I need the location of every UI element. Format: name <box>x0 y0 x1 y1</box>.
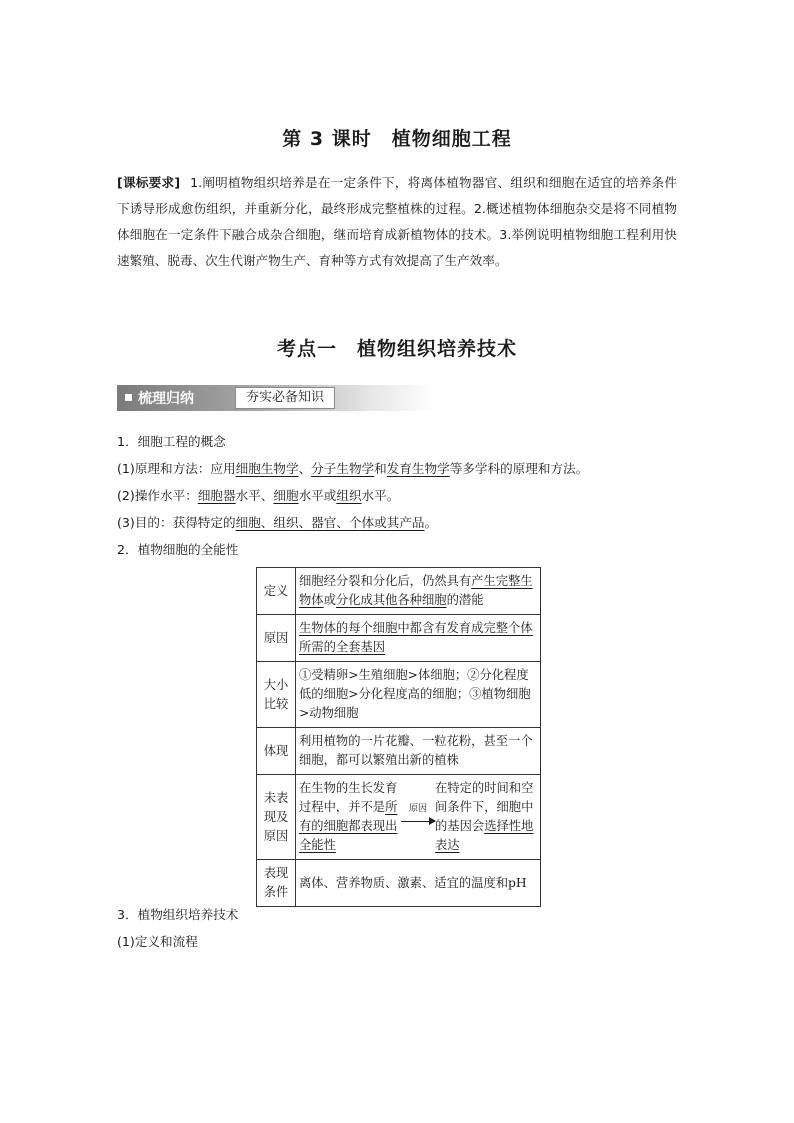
section-title: 考点一 植物组织培养技术 <box>276 338 517 360</box>
operation-d: 细胞 <box>273 488 299 503</box>
purpose-b: 细胞、组织、器官、个体或其产品 <box>235 515 425 530</box>
summary-banner <box>117 385 433 411</box>
row-value-reason: 生物体的每个细胞中都含有发育成完整个体所需的全套基因 <box>296 615 541 662</box>
reason-arrow <box>401 797 435 837</box>
principle-line <box>117 458 588 477</box>
principle-d: 分子生物学 <box>311 461 375 476</box>
table-row <box>257 615 541 662</box>
row-key-reason: 原因 <box>257 615 296 662</box>
banner-label <box>125 388 194 408</box>
table-row <box>257 860 541 907</box>
operation-f: 组织 <box>336 488 362 503</box>
not-shown-right: 在特定的时间和空间条件下，细胞中的基因会选择性地表达 <box>435 781 534 852</box>
principle-a: (1)原理和方法：应用 <box>117 461 236 476</box>
table-row <box>257 728 541 775</box>
operation-level-line <box>117 485 399 504</box>
heading-tissue-culture: 3．植物组织培养技术 <box>117 907 239 922</box>
page-title: 第 3 课时 植物细胞工程 <box>282 128 512 150</box>
heading-totipotency: 2．植物细胞的全能性 <box>117 542 239 557</box>
principle-g: 等多学科的原理和方法。 <box>449 461 589 476</box>
square-icon <box>125 394 132 401</box>
purpose-line <box>117 512 437 531</box>
operation-a: (2)操作水平： <box>117 488 198 503</box>
table-row <box>257 568 541 615</box>
principle-f: 发育生物学 <box>386 461 450 476</box>
row-key-not-shown: 未表现及原因 <box>257 775 296 860</box>
operation-e: 水平或 <box>298 488 337 503</box>
table-row <box>257 662 541 728</box>
requirements-tag: [课标要求] <box>117 175 181 190</box>
definition-process-line: (1)定义和流程 <box>117 934 198 949</box>
not-shown-left: 在生物的生长发育过程中，并不是所有的细胞都表现出全能性 <box>299 781 398 852</box>
operation-g: 水平。 <box>361 488 400 503</box>
row-key-manifestation: 体现 <box>257 728 296 775</box>
operation-c: 水平、 <box>235 488 274 503</box>
row-value-not-shown <box>296 775 541 860</box>
banner-subtitle: 夯实必备知识 <box>235 387 335 409</box>
heading-cell-engineering: 1．细胞工程的概念 <box>117 434 226 449</box>
totipotency-table <box>256 567 541 907</box>
purpose-c: 。 <box>424 515 438 530</box>
arrow-caption: 原因 <box>408 804 427 814</box>
requirements-text: 1.阐明植物组织培养是在一定条件下，将离体植物器官、组织和细胞在适宜的培养条件下诱导形成愈伤组织，并重新分化，最终形成完整植株的过程。2.概述植物体细胞杂交是将不同植物体细胞在一定条件下融合成杂合细胞，继而培育成新植物体的技术。3.举例说明植物细胞工程利用快速繁殖、脱毒、次生代谢产物生产、育种等方式有效提高了生产效率。 <box>117 175 677 268</box>
purpose-a: (3)目的：获得特定的 <box>117 515 236 530</box>
curriculum-requirements <box>117 170 677 274</box>
principle-b: 细胞生物学 <box>235 461 299 476</box>
row-key-definition: 定义 <box>257 568 296 615</box>
operation-b: 细胞器 <box>197 488 236 503</box>
row-key-conditions: 表现条件 <box>257 860 296 907</box>
row-key-comparison: 大小比较 <box>257 662 296 728</box>
arrow-right-icon <box>429 817 436 825</box>
principle-c: 、 <box>298 461 312 476</box>
principle-e: 和 <box>374 461 387 476</box>
banner-label-text: 梳理归纳 <box>138 391 194 407</box>
row-value-manifestation: 利用植物的一片花瓣、一粒花粉，甚至一个细胞，都可以繁殖出新的植株 <box>296 728 541 775</box>
row-value-conditions: 离体、营养物质、激素、适宜的温度和pH <box>296 860 541 907</box>
row-value-definition: 细胞经分裂和分化后，仍然具有产生完整生物体或分化成其他各种细胞的潜能 <box>296 568 541 615</box>
row-value-comparison: ①受精卵>生殖细胞>体细胞；②分化程度低的细胞>分化程度高的细胞；③植物细胞>动物细胞 <box>296 662 541 728</box>
table-row <box>257 775 541 860</box>
